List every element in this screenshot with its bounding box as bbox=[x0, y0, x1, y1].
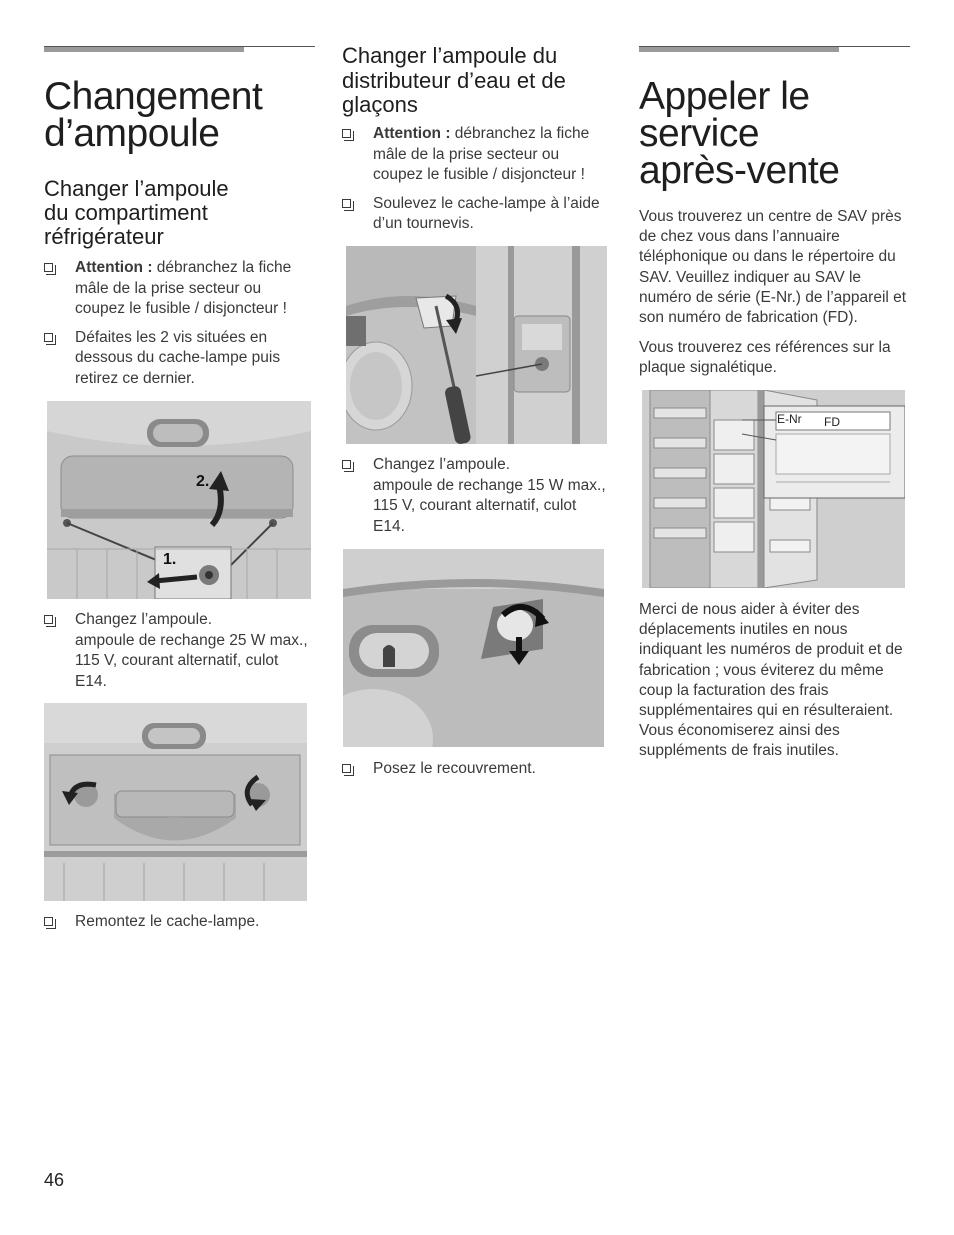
checkbox-bullet-icon bbox=[342, 764, 351, 773]
page-number: 46 bbox=[44, 1170, 65, 1190]
subtitle-line-2: distributeur d’eau et de bbox=[342, 67, 566, 93]
title-line-2: service bbox=[639, 112, 760, 155]
checkbox-bullet-icon bbox=[44, 917, 53, 926]
step-text: débranchez la fiche mâle de la prise secteur ou coupez le fusible / disjoncteur ! bbox=[373, 125, 590, 183]
figure-screwdriver-lift bbox=[346, 246, 607, 444]
title-line-3: après-vente bbox=[639, 149, 840, 192]
step-text-detail: ampoule de rechange 15 W max., 115 V, courant alternatif, culot E14. bbox=[373, 476, 606, 535]
checkbox-bullet-icon bbox=[342, 199, 351, 208]
figure-step-label-2: 2. bbox=[196, 473, 210, 490]
list-item bbox=[342, 759, 612, 780]
screwdriver-illustration bbox=[346, 246, 607, 444]
subtitle-line-3: glaçons bbox=[342, 92, 418, 117]
list-item bbox=[44, 610, 314, 692]
figure-step-label-1: 1. bbox=[163, 551, 177, 568]
title-line-1: Appeler le bbox=[639, 75, 810, 118]
plate-enr-label: E-Nr bbox=[777, 412, 802, 426]
title-line-1: Changement bbox=[44, 75, 263, 118]
section-rule-line-left bbox=[44, 46, 315, 47]
title-line-2: d’ampoule bbox=[44, 112, 220, 155]
step-text-detail: ampoule de rechange 25 W max., 115 V, courant alternatif, culot E14. bbox=[75, 631, 308, 690]
checkbox-bullet-icon bbox=[342, 460, 351, 469]
step-text: Changez l’ampoule. bbox=[373, 456, 511, 473]
checkbox-bullet-icon bbox=[44, 333, 53, 342]
list-item bbox=[342, 455, 612, 537]
checkbox-bullet-icon bbox=[342, 129, 351, 138]
page-title-bulb-change bbox=[44, 75, 263, 155]
step-text: Défaites les 2 vis situées en dessous du cache-lampe puis retirez ce dernier. bbox=[75, 328, 281, 387]
service-paragraph-1: Vous trouverez un centre de SAV près de chez vous dans l’annuaire téléphonique ou dans le répertoire du SAV. Veuillez indiquer au SAV le numéro de série (E-Nr.) de l’appareil et son numéro de fabrication (FD). bbox=[639, 208, 907, 327]
fridge-open-illustration bbox=[642, 390, 905, 588]
step-text: Changez l’ampoule. bbox=[75, 611, 213, 628]
checkbox-bullet-icon bbox=[44, 263, 53, 272]
figure-dispenser-bulb bbox=[343, 549, 604, 747]
steps-list-middle-c bbox=[342, 759, 612, 788]
subtitle-line-1: Changer l’ampoule du bbox=[342, 43, 558, 68]
service-paragraph-2: Vous trouverez ces références sur la plaque signalétique. bbox=[639, 339, 891, 377]
plate-fd-label: FD bbox=[824, 415, 840, 429]
steps-list-left-b bbox=[44, 610, 314, 700]
figure-bulb-replacement bbox=[44, 703, 307, 901]
steps-list-middle-a bbox=[342, 124, 612, 243]
list-item bbox=[44, 912, 314, 933]
attention-label: Attention : bbox=[75, 259, 153, 276]
service-paragraph-3: Merci de nous aider à éviter des déplacements inutiles en nous indiquant les numéros de produit et de fabrication ; vous éviterez du même coup la facturation des frais supplémentaires qui en résulteraient. Vous économiserez ainsi des suppléments de frais inutiles. bbox=[639, 601, 903, 760]
steps-list-left-c bbox=[44, 912, 314, 941]
checkbox-bullet-icon bbox=[44, 615, 53, 624]
list-item bbox=[342, 194, 612, 235]
attention-label: Attention : bbox=[373, 125, 451, 142]
figure-lamp-cover-removal bbox=[47, 401, 311, 599]
step-text: Remontez le cache-lampe. bbox=[75, 913, 260, 930]
subtitle-line-1: Changer l’ampoule bbox=[44, 176, 229, 201]
page-title-service bbox=[639, 75, 840, 192]
step-text: Posez le recouvrement. bbox=[373, 760, 536, 777]
section-rule-line-right bbox=[639, 46, 910, 47]
subtitle-line-3: réfrigérateur bbox=[44, 224, 164, 249]
list-item bbox=[44, 258, 314, 320]
figure-rating-plate bbox=[642, 390, 905, 588]
steps-list-left-a bbox=[44, 258, 314, 397]
dispenser-bulb-illustration bbox=[343, 549, 604, 747]
step-text: débranchez la fiche mâle de la prise secteur ou coupez le fusible / disjoncteur ! bbox=[75, 259, 292, 317]
bulb-illustration bbox=[44, 703, 307, 901]
list-item bbox=[342, 124, 612, 186]
subtitle-line-2: du compartiment bbox=[44, 200, 208, 225]
lamp-cover-illustration bbox=[47, 401, 311, 599]
subtitle-dispenser bbox=[342, 44, 566, 118]
step-text: Soulevez le cache-lampe à l’aide d’un tournevis. bbox=[373, 194, 600, 232]
subtitle-fridge-compartment bbox=[44, 177, 229, 249]
list-item bbox=[44, 328, 314, 390]
steps-list-middle-b bbox=[342, 455, 612, 545]
